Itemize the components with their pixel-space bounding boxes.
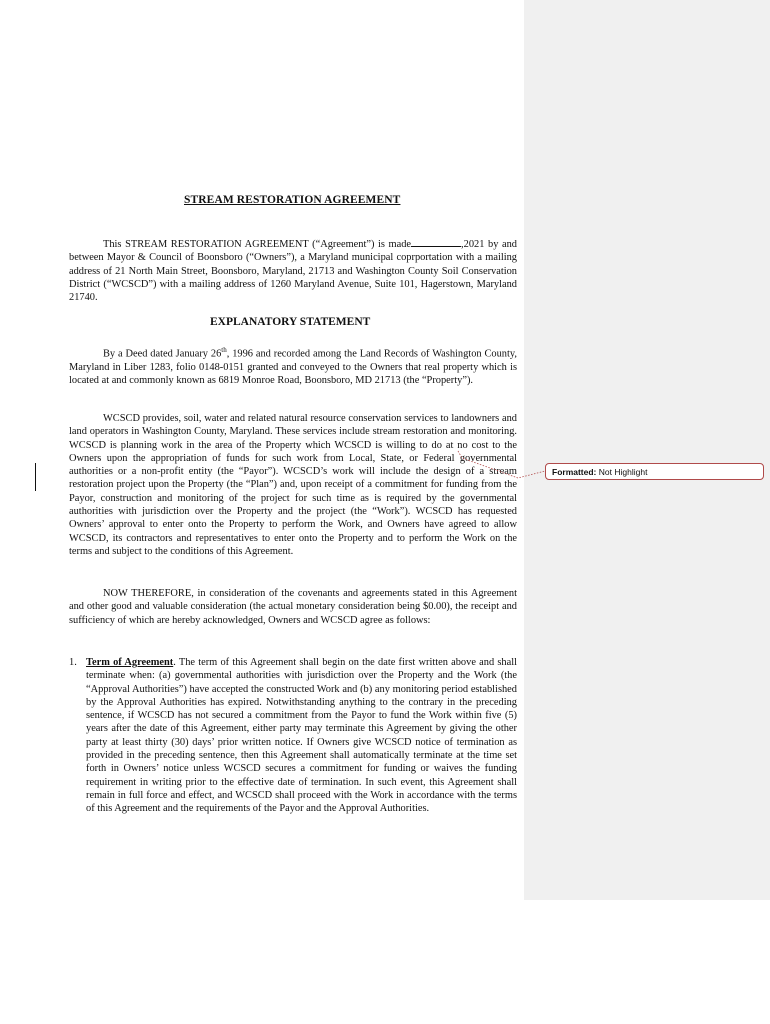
intro-text: This STREAM RESTORATION AGREEMENT (“Agreement”) is made bbox=[103, 239, 412, 250]
clause-number: 1. bbox=[69, 657, 77, 668]
document-title: STREAM RESTORATION AGREEMENT bbox=[184, 194, 401, 206]
clause-1-text: . The term of this Agreement shall begin on the date first written above and shall terminate when: (a) governmental authorities with jurisdiction over the Property and the Work (the “Approval Authorities”) have accepted the constructed Work and (b) any monitoring period established by the Approval Authorities has expired. Notwithstanding anything to the contrary in the preceding sentence, if WCSCD has not secured a commitment from the Payor to fund the Work within five (5) years after the date of this Agreement, either party may terminate this Agreement by giving the other party at least thirty (30) days’ prior written notice. If Owners give WCSCD notice of termination as provided in the preceding sentence, then this Agreement shall automatically terminate at the time set forth in Owners’ notice unless WCSCD secures a commitment for funding or waives the funding requirement in writing prior to the effective date of termination. In such event, this Agreement shall remain in full force and effect, and WCSCD shall proceed with the Work in accordance with the terms of this Agreement and the requirements of the Payor and the Approval Authorities. bbox=[86, 657, 517, 815]
deed-paragraph bbox=[69, 344, 517, 387]
deed-text: By a Deed dated January 26 bbox=[103, 348, 222, 360]
change-bar bbox=[35, 463, 36, 491]
clause-1-paragraph bbox=[86, 656, 517, 816]
explanatory-heading: EXPLANATORY STATEMENT bbox=[210, 316, 371, 328]
now-therefore-paragraph: NOW THEREFORE, in consideration of the covenants and agreements stated in this Agreement and other good and valuable consideration (the actual monetary consideration being $0.00), the receipt and sufficiency of which are hereby acknowledged, Owners and WCSCD agree as follows: bbox=[69, 588, 517, 626]
intro-paragraph bbox=[69, 236, 517, 304]
comment-pane bbox=[524, 0, 770, 900]
date-blank bbox=[411, 236, 461, 247]
comment-label: Formatted: bbox=[552, 467, 597, 477]
comment-value: Not Highlight bbox=[598, 467, 648, 477]
services-paragraph: WCSCD provides, soil, water and related natural resource conservation services to landowners and land operators in Washington County, Maryland. These services include stream restoration and monitoring. WCSCD is planning work in the area of the Property which WCSCD is willing to do at no cost to the Owners upon the appropriation of funds for such work from Local, State, or Federal governmental authorities or a non-profit entity (the “Payor”). WCSCD’s work will include the design of a stream restoration project upon the Property (the “Plan”) and, upon receipt of a commitment for funding from the Payor, construction and monitoring of the project for such time as is required by the governmental authorities with jurisdiction over the Property and the project (the “Work”). WCSCD has requested Owners’ approval to enter onto the Property to perform the Work, and Owners have agreed to allow WCSCD, its contractors and representatives to enter onto the Property and to perform the Work on the terms and subject to the conditions of this Agreement. bbox=[69, 413, 517, 557]
intro-text-cont: ,2021 by and between Mayor & Council of Boonsboro (“Owners”), a Maryland municipal coprportation with a mailing address of 21 North Main Street, Boonsboro, Maryland, 21713 and Washington County Soil Conservation District (“WCSCD”) with a mailing address of 1260 Maryland Avenue, Suite 101, Hagerstown, Maryland 21740. bbox=[69, 239, 518, 304]
deed-sup: th bbox=[221, 346, 227, 354]
deed-text-cont: , 1996 and recorded among the Land Records of Washington County, Maryland in Liber 1283, folio 0148-0151 granted and conveyed to the Owners that real property which is located at and commonly known as 6819 Monroe Road, Boonsboro, MD 21713 (the “Property”). bbox=[69, 348, 517, 387]
clause-1-title: Term of Agreement bbox=[86, 657, 174, 668]
formatting-comment-balloon[interactable] bbox=[545, 463, 764, 480]
